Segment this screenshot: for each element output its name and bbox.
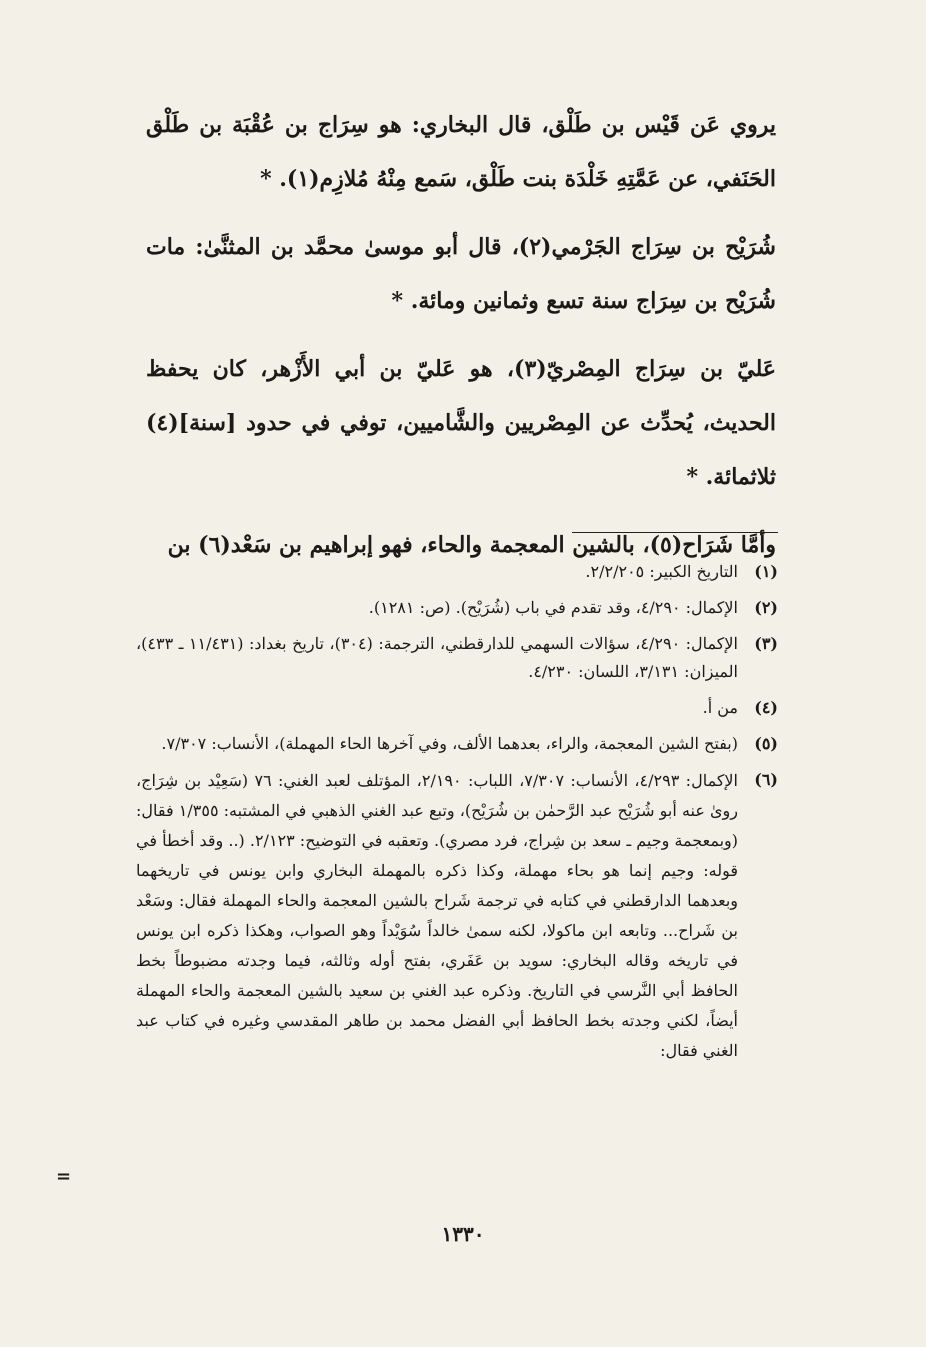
footnote-separator <box>572 532 778 533</box>
footnote-text: من أ. <box>702 698 738 717</box>
paragraph-1: يروي عَن قَيْس بن طَلْق، قال البخاري: هو سِرَاج بن عُقْبَة بن طَلْق الحَنَفي، عن عَمَّتِهِ خَلْدَة بنت طَلْق، سَمع مِنْهُ مُلازِم(١). * <box>146 112 776 192</box>
paragraph-3: عَليّ بن سِرَاج المِصْريّ(٣)، هو عَليّ بن أبي الأَزْهر، كان يحفظ الحديث، يُحدِّث عن المِصْريين والشَّاميين، توفي في حدود [سنة](٤) ثلاثمائة. * <box>146 356 776 490</box>
continuation-mark: = <box>56 1166 72 1187</box>
footnote-1 <box>136 558 778 586</box>
main-text <box>146 98 776 572</box>
paragraph-4: وأمَّا شَرَاح(٥)، بالشين المعجمة والحاء، فهو إبراهيم بن سَعْد(٦) بن <box>167 532 776 558</box>
footnote-text: الإكمال: ٤/٢٩٣، الأنساب: ٧/٣٠٧، اللباب: ٢/١٩٠، المؤتلف لعبد الغني: ٧٦ (سَعِيْد بن شِرَاج، روىٰ عنه أبو شُرَيْح عبد الرَّحمٰن بن شُرَيْح)، وتبع عبد الغني الذهبي في المشتبه: ١/٣٥٥ فقال: (وبمعجمة وجيم ـ سعد بن شِراج، فرد مصري). وتعقبه في التوضيح: ٢/١٢٣. (.. وقد أخطأ في قوله: وجيم إنما هو بحاء مهملة، وكذا ذكره بالمهملة البخاري وابن يونس في تاريخهما وبعدهما الدارقطني في كتابه في ترجمة شَراح بالشين المعجمة والحاء المهملة فقال: وسَعْد بن شَراح... وتابعه ابن ماكولا، لكنه سمىٰ خالداً سُوَيْداً وهو الصواب، وهكذا ذكره ابن يونس في تاريخه وقاله البخاري: سويد بن عَفَري، بفتح أوله وثالثه، فيما وجدته مضبوطاً بخط الحافظ أبي النَّرسي في التاريخ. وذكره عبد الغني بن سعيد بالشين المعجمة والحاء المهملة أيضاً، لكني وجدته بخط الحافظ أبي الفضل محمد بن طاهر المقدسي وغيره في كتاب عبد الغني فقال: <box>136 771 738 1060</box>
footnote-number: (٢) <box>754 598 778 617</box>
footnote-2 <box>136 594 778 622</box>
footnote-number: (٣) <box>754 634 778 653</box>
footnote-number: (٥) <box>754 734 778 753</box>
footnote-text: الإكمال: ٤/٢٩٠، وقد تقدم في باب (شُرَيْح). (ص: ١٢٨١). <box>368 598 738 617</box>
footnote-3 <box>136 630 778 686</box>
footnote-text: (بفتح الشين المعجمة، والراء، بعدهما الألف، وفي آخرها الحاء المهملة)، الأنساب: ٧/٣٠٧. <box>161 734 738 753</box>
footnote-text: الإكمال: ٤/٢٩٠، سؤالات السهمي للدارقطني، الترجمة: (٣٠٤)، تاريخ بغداد: (١١/٤٣١ ـ ٤٣٣)، الميزان: ٣/١٣١، اللسان: ٤/٢٣٠. <box>136 634 738 681</box>
footnote-number: (١) <box>754 562 778 581</box>
paragraph-2: شُرَيْح بن سِرَاج الجَرْمي(٢)، قال أبو موسىٰ محمَّد بن المثنَّىٰ: مات شُرَيْح بن سِرَاج سنة تسع وثمانين ومائة. * <box>146 234 776 314</box>
footnote-6 <box>136 766 778 1066</box>
footnote-number: (٤) <box>754 698 778 717</box>
footnotes <box>136 558 778 1074</box>
footnote-number: (٦) <box>754 770 778 789</box>
footnote-text: التاريخ الكبير: ٢/٢/٢٠٥. <box>585 562 738 581</box>
footnote-5 <box>136 730 778 758</box>
page-number: ١٣٣٠ <box>441 1222 485 1246</box>
footnote-4 <box>136 694 778 722</box>
